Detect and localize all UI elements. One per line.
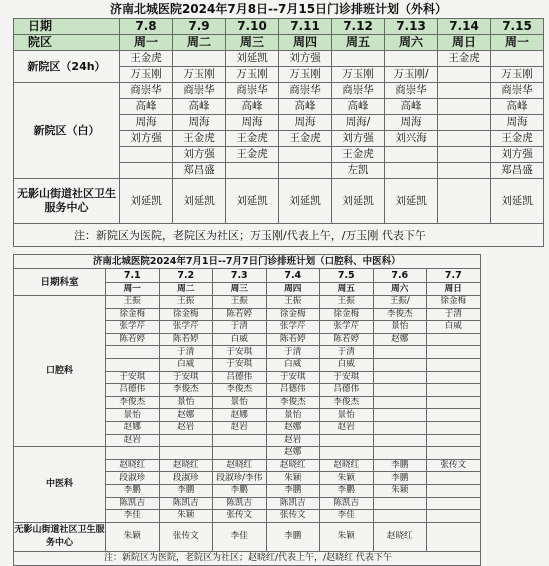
- schedule-cell: 商崇华: [173, 83, 226, 99]
- schedule-cell: 白威: [427, 321, 481, 334]
- schedule-cell: 王金虎: [491, 131, 544, 147]
- schedule-cell: 高峰: [279, 99, 332, 115]
- schedule-cell: 刘延凯: [226, 179, 279, 224]
- schedule-cell: [427, 434, 481, 447]
- schedule-cell: 陈若婷: [320, 333, 374, 346]
- schedule-cell: [385, 51, 438, 67]
- schedule-cell: [427, 484, 481, 497]
- schedule-cell: 朱颖: [266, 472, 320, 485]
- schedule-cell: [373, 409, 427, 422]
- schedule-cell: 商崇华: [491, 83, 544, 99]
- schedule-cell: 赵岩: [266, 434, 320, 447]
- schedule-cell: 刘方强: [120, 131, 173, 147]
- schedule-cell: [159, 434, 213, 447]
- schedule-cell: 景怡: [106, 409, 160, 422]
- schedule-cell: 景怡: [213, 396, 267, 409]
- schedule-cell: [427, 396, 481, 409]
- date-header: 7.6: [373, 269, 427, 283]
- schedule-row: [14, 179, 544, 224]
- schedule-cell: 刘延凯: [332, 179, 385, 224]
- schedule-cell: [385, 163, 438, 179]
- schedule-cell: 左凯: [332, 163, 385, 179]
- schedule-cell: 吕德伟: [106, 384, 160, 397]
- schedule-cell: [373, 421, 427, 434]
- schedule-cell: 王振: [266, 296, 320, 309]
- schedule-cell: [438, 179, 491, 224]
- date-header: 7.10: [226, 19, 279, 35]
- schedule-cell: 王振: [213, 296, 267, 309]
- schedule-cell: 于清: [213, 321, 267, 334]
- schedule-cell: 商崇华: [120, 83, 173, 99]
- schedule-cell: [438, 131, 491, 147]
- schedule-cell: 商崇华: [226, 83, 279, 99]
- schedule-cell: 张学芹: [106, 321, 160, 334]
- weekday-header: 周六: [373, 283, 427, 296]
- surgery-schedule-title: 济南北城医院2024年7月8日--7月15日门诊排班计划（外科）: [14, 0, 544, 19]
- department-label: 无影山街道社区卫生服务中心: [14, 522, 106, 551]
- note-row: [14, 224, 544, 247]
- schedule-cell: 于清: [427, 308, 481, 321]
- schedule-cell: 陈若婷: [213, 308, 267, 321]
- schedule-cell: 王金虎: [279, 131, 332, 147]
- schedule-cell: [120, 147, 173, 163]
- schedule-cell: 陈若婷: [266, 333, 320, 346]
- date-header: 7.15: [491, 19, 544, 35]
- schedule-cell: 李鹏: [213, 484, 267, 497]
- weekday-header: 周六: [385, 35, 438, 51]
- schedule-cell: [385, 147, 438, 163]
- schedule-note: 注：新院区为医院，老院区为社区；万玉刚/代表上午，/万玉刚 代表下午: [14, 224, 544, 247]
- schedule-cell: [427, 421, 481, 434]
- schedule-cell: 徐金梅: [159, 308, 213, 321]
- date-header: 7.4: [266, 269, 320, 283]
- schedule-cell: [427, 358, 481, 371]
- schedule-cell: 赵娜: [266, 421, 320, 434]
- schedule-cell: 万玉刚: [279, 67, 332, 83]
- weekday-header: 周二: [159, 283, 213, 296]
- schedule-row: [14, 83, 544, 99]
- schedule-cell: 陈凯吉: [320, 497, 374, 510]
- schedule-cell: 王金虎: [438, 51, 491, 67]
- schedule-cell: 高峰: [491, 99, 544, 115]
- schedule-cell: 万玉刚: [332, 67, 385, 83]
- schedule-cell: 赵娜: [373, 333, 427, 346]
- weekday-header: 周四: [266, 283, 320, 296]
- schedule-cell: 刘兴海: [385, 131, 438, 147]
- schedule-cell: [213, 434, 267, 447]
- area-header-label: 院区: [14, 35, 120, 51]
- date-header: 7.13: [385, 19, 438, 35]
- schedule-cell: 郑昌盛: [173, 163, 226, 179]
- schedule-cell: 刘方强: [173, 147, 226, 163]
- schedule-cell: 李俊杰: [213, 384, 267, 397]
- date-header: 7.1: [106, 269, 160, 283]
- schedule-cell: 李鹏: [320, 484, 374, 497]
- schedule-cell: [106, 346, 160, 359]
- schedule-cell: 商崇华: [332, 83, 385, 99]
- schedule-cell: [320, 447, 374, 460]
- schedule-cell: 王振: [106, 296, 160, 309]
- date-header: 7.12: [332, 19, 385, 35]
- schedule-cell: [279, 147, 332, 163]
- schedule-cell: 赵晓红: [159, 459, 213, 472]
- schedule-cell: 段淑珍: [106, 472, 160, 485]
- dental-tcm-schedule-title: 济南北城医院2024年7月1日--7月7日门诊排班计划（口腔科、中医科）: [14, 255, 481, 269]
- schedule-cell: 于安琪: [106, 371, 160, 384]
- schedule-cell: 于清: [320, 346, 374, 359]
- schedule-cell: 赵岩: [159, 421, 213, 434]
- schedule-cell: 于清: [266, 346, 320, 359]
- schedule-cell: 高峰: [173, 99, 226, 115]
- schedule-cell: 赵岩: [320, 421, 374, 434]
- schedule-cell: 景怡: [320, 409, 374, 422]
- weekday-header: 周四: [279, 35, 332, 51]
- weekday-header: 周二: [173, 35, 226, 51]
- schedule-cell: 吕德伟: [213, 371, 267, 384]
- schedule-cell: 万玉刚: [226, 67, 279, 83]
- schedule-cell: 徐金梅: [266, 308, 320, 321]
- schedule-cell: 赵晓红: [106, 459, 160, 472]
- schedule-cell: 白威: [213, 333, 267, 346]
- schedule-cell: 王金虎: [226, 147, 279, 163]
- schedule-row: [14, 296, 481, 309]
- schedule-cell: 周海: [173, 115, 226, 131]
- schedule-cell: 周海: [491, 115, 544, 131]
- schedule-cell: 郑昌盛: [491, 163, 544, 179]
- schedule-cell: [320, 434, 374, 447]
- date-header: 7.2: [159, 269, 213, 283]
- schedule-cell: 赵娜: [159, 409, 213, 422]
- schedule-cell: 段淑珍/李伟: [213, 472, 267, 485]
- schedule-cell: 李俊杰: [159, 384, 213, 397]
- schedule-cell: 王金虎: [173, 131, 226, 147]
- schedule-cell: 赵岩: [213, 421, 267, 434]
- schedule-cell: 白威: [320, 358, 374, 371]
- schedule-cell: 徐金梅: [106, 308, 160, 321]
- schedule-cell: [226, 163, 279, 179]
- schedule-cell: 万玉刚: [173, 67, 226, 83]
- date-header: 7.14: [438, 19, 491, 35]
- schedule-row: [14, 447, 481, 460]
- schedule-cell: 李鹏: [106, 484, 160, 497]
- schedule-cell: 高峰: [226, 99, 279, 115]
- schedule-cell: 高峰: [385, 99, 438, 115]
- schedule-cell: 张学芹: [320, 321, 374, 334]
- schedule-cell: 刘延凯: [279, 179, 332, 224]
- department-label: 中医科: [14, 447, 106, 523]
- schedule-cell: [438, 67, 491, 83]
- weekday-header: 周三: [226, 35, 279, 51]
- schedule-cell: 王振: [320, 296, 374, 309]
- surgery-schedule-table: [13, 0, 544, 247]
- schedule-cell: [427, 497, 481, 510]
- weekday-header: 周一: [120, 35, 173, 51]
- schedule-cell: 陈若婷: [106, 333, 160, 346]
- schedule-cell: 朱颖: [320, 472, 374, 485]
- schedule-cell: 白威: [159, 358, 213, 371]
- schedule-cell: 徐金梅: [320, 308, 374, 321]
- schedule-cell: 刘方强: [332, 131, 385, 147]
- schedule-cell: 赵娜: [266, 447, 320, 460]
- weekday-header: 周五: [332, 35, 385, 51]
- schedule-cell: 张传文: [213, 510, 267, 523]
- schedule-note: 注：新院区为医院，老院区为社区；赵晓红/代表上午，/赵晓红 代表下午: [14, 551, 481, 565]
- area-label: 无影山街道社区卫生服务中心: [14, 179, 120, 224]
- schedule-cell: 于安琪: [159, 371, 213, 384]
- schedule-cell: 万玉刚: [491, 67, 544, 83]
- schedule-cell: [373, 384, 427, 397]
- schedule-cell: [491, 51, 544, 67]
- schedule-cell: 周海: [279, 115, 332, 131]
- schedule-cell: 王振/: [373, 296, 427, 309]
- date-header: 7.3: [213, 269, 267, 283]
- schedule-cell: 万玉刚: [120, 67, 173, 83]
- schedule-cell: 陈凯吉: [266, 497, 320, 510]
- schedule-cell: 赵娜: [213, 409, 267, 422]
- schedule-cell: 李佳: [213, 522, 267, 551]
- schedule-cell: 赵岩: [106, 434, 160, 447]
- schedule-cell: 高峰: [120, 99, 173, 115]
- schedule-cell: 景怡: [373, 321, 427, 334]
- schedule-cell: 赵晓红: [373, 522, 427, 551]
- schedule-cell: 陈若婷: [159, 333, 213, 346]
- schedule-cell: [173, 51, 226, 67]
- schedule-cell: 王金虎: [120, 51, 173, 67]
- schedule-cell: 李鹏: [373, 459, 427, 472]
- date-header: 7.5: [320, 269, 374, 283]
- department-label: 口腔科: [14, 296, 106, 447]
- schedule-cell: [373, 358, 427, 371]
- schedule-cell: 王金虎: [226, 131, 279, 147]
- schedule-cell: 于安琪: [213, 346, 267, 359]
- schedule-cell: [427, 346, 481, 359]
- schedule-cell: 万玉刚/: [385, 67, 438, 83]
- date-header: 7.9: [173, 19, 226, 35]
- schedule-cell: [427, 510, 481, 523]
- schedule-cell: 王金虎: [332, 147, 385, 163]
- schedule-cell: 李俊杰: [106, 396, 160, 409]
- schedule-cell: 李鹏: [373, 472, 427, 485]
- schedule-cell: 段淑珍: [159, 472, 213, 485]
- schedule-cell: 徐金梅: [427, 296, 481, 309]
- schedule-cell: [373, 510, 427, 523]
- schedule-cell: 商崇华: [279, 83, 332, 99]
- schedule-cell: 刘延凯: [120, 179, 173, 224]
- schedule-cell: 周海/: [332, 115, 385, 131]
- date-header: 7.7: [427, 269, 481, 283]
- schedule-cell: 赵晓红: [266, 459, 320, 472]
- schedule-cell: [106, 447, 160, 460]
- schedule-cell: 张传文: [266, 510, 320, 523]
- weekday-header: 周一: [491, 35, 544, 51]
- schedule-cell: 于安琪: [266, 371, 320, 384]
- area-label: 新院区（白）: [14, 83, 120, 179]
- schedule-cell: 刘延凯: [173, 179, 226, 224]
- schedule-cell: [279, 163, 332, 179]
- schedule-cell: 王振: [159, 296, 213, 309]
- schedule-cell: 赵晓红: [320, 459, 374, 472]
- schedule-cell: 陈凯吉: [106, 497, 160, 510]
- schedule-cell: [427, 333, 481, 346]
- schedule-cell: 陈凯吉: [159, 497, 213, 510]
- schedule-cell: 李俊杰: [320, 396, 374, 409]
- schedule-cell: 李鹏: [266, 484, 320, 497]
- weekday-header: 周日: [438, 35, 491, 51]
- area-label: 新院区（24h）: [14, 51, 120, 83]
- schedule-cell: 李鹏: [266, 522, 320, 551]
- schedule-cell: [427, 472, 481, 485]
- schedule-cell: [438, 83, 491, 99]
- dental-tcm-schedule-table: [13, 254, 481, 566]
- schedule-row: [14, 51, 544, 67]
- schedule-cell: 朱颖: [106, 522, 160, 551]
- schedule-cell: 赵晓红: [213, 459, 267, 472]
- schedule-row: [14, 522, 481, 551]
- schedule-cell: 于安琪: [213, 358, 267, 371]
- schedule-cell: 吕德伟: [266, 384, 320, 397]
- schedule-cell: [373, 447, 427, 460]
- schedule-cell: [159, 447, 213, 460]
- schedule-cell: 陈凯吉: [213, 497, 267, 510]
- schedule-cell: 张学芹: [159, 321, 213, 334]
- schedule-cell: 刘方强: [491, 147, 544, 163]
- schedule-cell: 于清: [159, 346, 213, 359]
- schedule-cell: 朱颖: [159, 510, 213, 523]
- schedule-cell: 周海: [385, 115, 438, 131]
- schedule-cell: [427, 371, 481, 384]
- schedule-cell: [438, 99, 491, 115]
- schedule-cell: 李俊杰: [373, 308, 427, 321]
- schedule-cell: [373, 346, 427, 359]
- schedule-cell: 张传文: [159, 522, 213, 551]
- schedule-cell: 朱颖: [320, 522, 374, 551]
- schedule-cell: 刘延凯: [385, 179, 438, 224]
- schedule-cell: 周海: [120, 115, 173, 131]
- schedule-cell: 高峰: [332, 99, 385, 115]
- schedule-cell: 李鹏: [159, 484, 213, 497]
- schedule-cell: [438, 115, 491, 131]
- schedule-cell: 张传文: [427, 459, 481, 472]
- weekday-header: 周五: [320, 283, 374, 296]
- weekday-header: 周一: [106, 283, 160, 296]
- dates-header-label: 日期: [14, 19, 120, 35]
- date-header: 7.8: [120, 19, 173, 35]
- schedule-cell: [427, 384, 481, 397]
- schedule-cell: 张学芹: [266, 321, 320, 334]
- schedule-cell: 朱颖: [373, 484, 427, 497]
- schedule-cell: [213, 447, 267, 460]
- schedule-cell: [373, 396, 427, 409]
- date-header: 7.11: [279, 19, 332, 35]
- schedule-cell: [120, 163, 173, 179]
- schedule-cell: 周海: [226, 115, 279, 131]
- schedule-cell: [438, 147, 491, 163]
- schedule-cell: 于安琪: [320, 371, 374, 384]
- schedule-cell: [332, 51, 385, 67]
- schedule-cell: [106, 358, 160, 371]
- schedule-cell: [373, 434, 427, 447]
- schedule-cell: 李佳: [106, 510, 160, 523]
- schedule-cell: [373, 371, 427, 384]
- schedule-cell: 刘延凯: [491, 179, 544, 224]
- schedule-cell: 刘延凯: [226, 51, 279, 67]
- schedule-cell: 赵娜: [106, 421, 160, 434]
- schedule-cell: 李俊杰: [266, 396, 320, 409]
- date-department-header: 日期科室: [14, 269, 106, 296]
- weekday-header: 周三: [213, 283, 267, 296]
- note-row: [14, 551, 481, 565]
- schedule-cell: [438, 163, 491, 179]
- schedule-cell: 李佳: [320, 510, 374, 523]
- schedule-cell: 刘方强: [279, 51, 332, 67]
- schedule-cell: 景怡: [159, 396, 213, 409]
- schedule-cell: [427, 447, 481, 460]
- weekday-header: 周日: [427, 283, 481, 296]
- schedule-cell: 白威: [266, 358, 320, 371]
- schedule-cell: [373, 497, 427, 510]
- schedule-cell: 商崇华: [385, 83, 438, 99]
- schedule-cell: [427, 409, 481, 422]
- schedule-cell: [427, 522, 481, 551]
- schedule-cell: 景怡: [266, 409, 320, 422]
- schedule-cell: 吕德伟: [320, 384, 374, 397]
